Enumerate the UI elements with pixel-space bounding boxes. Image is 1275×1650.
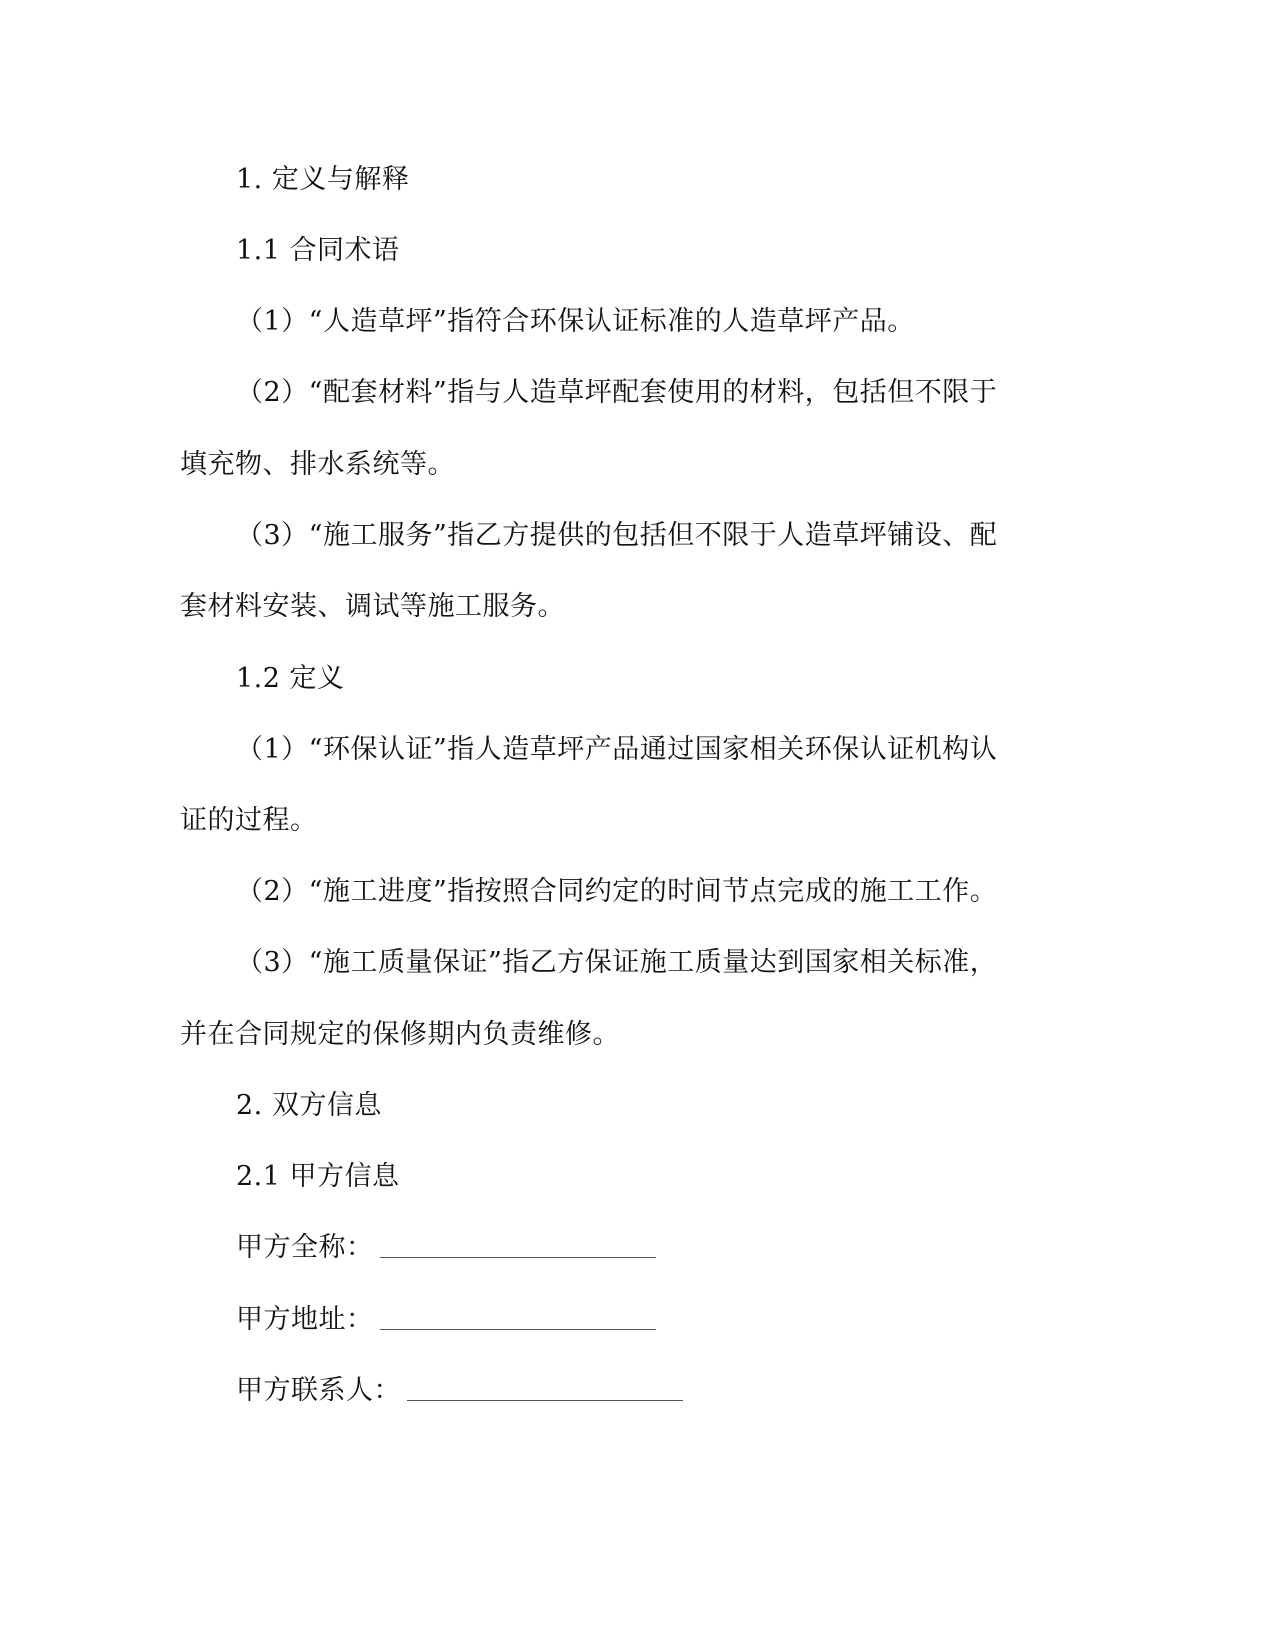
fill-in-blank[interactable] — [407, 1399, 683, 1401]
field-party-a-contact — [236, 1373, 683, 1409]
section-heading-1: 1. 定义与解释 — [236, 164, 410, 195]
paragraph-1-1-1: （1）“人造草坪”指符合环保认证标准的人造草坪产品。 — [236, 306, 915, 337]
paragraph-1-1-2-line2: 填充物、排水系统等。 — [180, 449, 455, 480]
paragraph-1-1-2-line1: （2）“配套材料”指与人造草坪配套使用的材料，包括但不限于 — [236, 377, 998, 408]
subsection-heading-1-1: 1.1 合同术语 — [236, 235, 400, 266]
subsection-heading-2-1: 2.1 甲方信息 — [236, 1161, 400, 1192]
paragraph-1-2-1-line1: （1）“环保认证”指人造草坪产品通过国家相关环保认证机构认 — [236, 734, 998, 765]
field-label: 甲方地址： — [236, 1304, 374, 1335]
field-label: 甲方全称： — [236, 1232, 374, 1263]
fill-in-blank[interactable] — [380, 1328, 656, 1330]
field-party-a-name — [236, 1230, 656, 1266]
paragraph-1-2-3-line1: （3）“施工质量保证”指乙方保证施工质量达到国家相关标准， — [236, 947, 998, 978]
paragraph-1-2-2: （2）“施工进度”指按照合同约定的时间节点完成的施工工作。 — [236, 876, 998, 907]
paragraph-1-1-3-line2: 套材料安装、调试等施工服务。 — [180, 591, 565, 622]
field-label: 甲方联系人： — [236, 1375, 401, 1406]
fill-in-blank[interactable] — [380, 1256, 656, 1258]
section-heading-2: 2. 双方信息 — [236, 1090, 382, 1121]
subsection-heading-1-2: 1.2 定义 — [236, 663, 345, 694]
paragraph-1-2-1-line2: 证的过程。 — [180, 805, 318, 836]
paragraph-1-2-3-line2: 并在合同规定的保修期内负责维修。 — [180, 1019, 620, 1050]
field-party-a-address — [236, 1302, 656, 1338]
paragraph-1-1-3-line1: （3）“施工服务”指乙方提供的包括但不限于人造草坪铺设、配 — [236, 520, 998, 551]
